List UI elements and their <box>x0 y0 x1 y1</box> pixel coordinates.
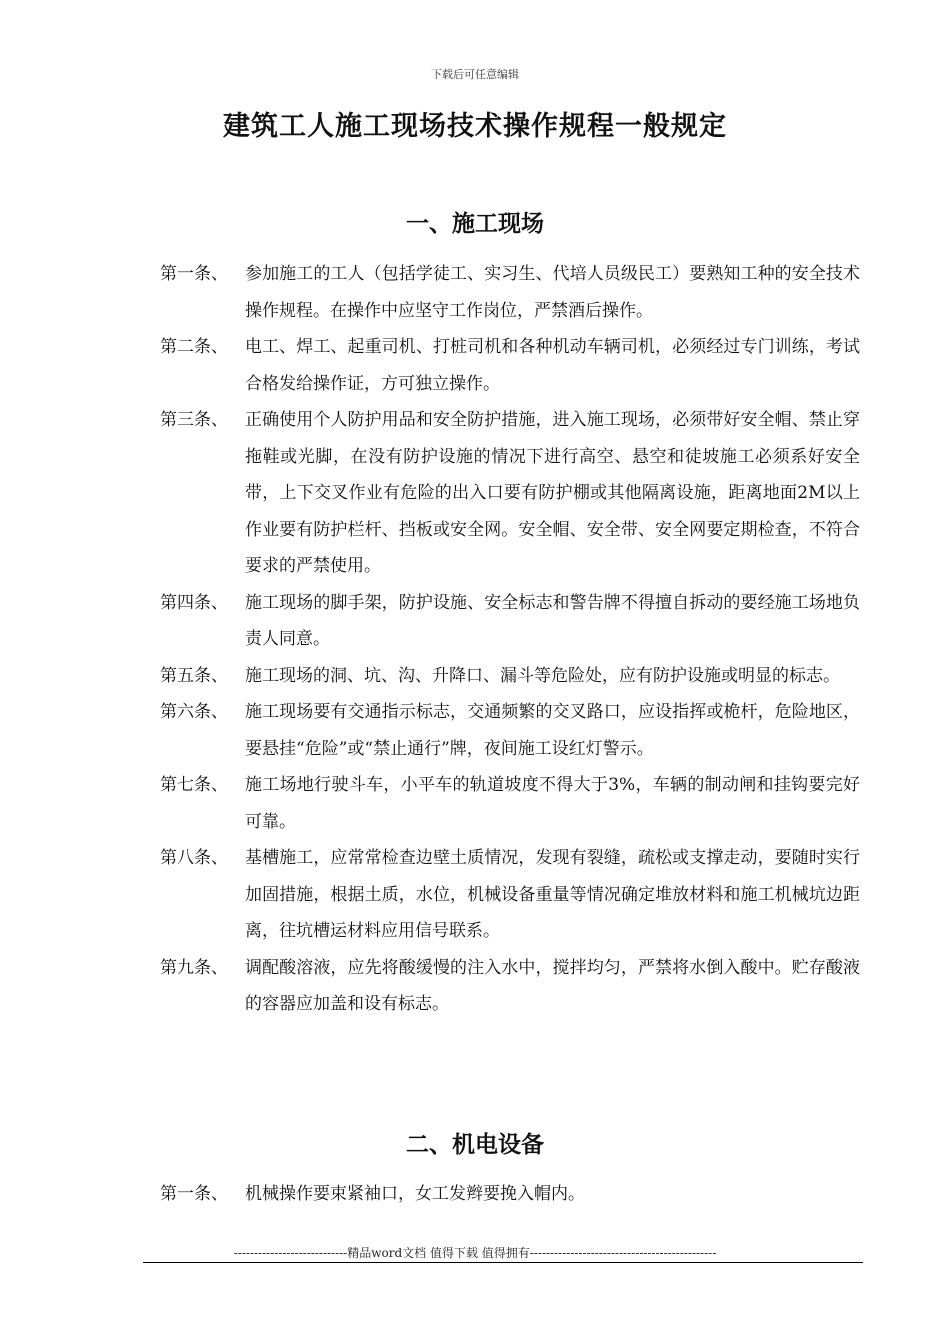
article-item <box>160 1176 860 1213</box>
article-text: 调配酸溶液，应先将酸缓慢的注入水中，搅拌均匀，严禁将水倒入酸中。贮存酸液的容器应加盖和设有标志。 <box>245 957 860 1014</box>
article-text: 施工场地行驶斗车，小平车的轨道坡度不得大于3%，车辆的制动闸和挂钩要完好可靠。 <box>245 775 860 832</box>
article-label: 第五条、 <box>160 665 228 686</box>
article-item <box>160 402 860 585</box>
article-text: 施工现场要有交通指示标志，交通频繁的交叉路口，应设指挥或桅杆，危险地区，要悬挂“危险”或“禁止通行”牌，夜间施工设红灯警示。 <box>245 702 860 759</box>
article-text: 基槽施工，应常常检查边壁土质情况，发现有裂缝，疏松或支撑走动，要随时实行加固措施，根据土质，水位，机械设备重量等情况确定堆放材料和施工机械坑边距离，往坑槽运材料应用信号联系。 <box>245 848 860 941</box>
article-label: 第一条、 <box>160 264 228 284</box>
article-item <box>160 329 860 402</box>
article-text: 电工、焊工、起重司机、打桩司机和各种机动车辆司机，必须经过专门训练，考试合格发给操作证，方可独立操作。 <box>245 337 860 394</box>
article-label: 第六条、 <box>160 702 228 722</box>
article-item <box>160 950 860 1023</box>
footer-text: ----------------------------精品word文档 值得下载 值得拥有---------------------------------------------- <box>233 1246 717 1260</box>
article-item <box>160 256 860 329</box>
article-label: 第三条、 <box>160 410 228 430</box>
article-label: 第八条、 <box>160 848 228 868</box>
article-list-construction-site <box>160 256 860 1023</box>
article-text: 机械操作要束紧袖口，女工发辫要挽入帽内。 <box>245 1184 585 1204</box>
section-heading-mechanical-electrical: 二、机电设备 <box>406 1131 544 1158</box>
article-item <box>160 658 860 695</box>
article-list-mechanical-electrical <box>160 1176 860 1213</box>
article-item <box>160 840 860 950</box>
article-item <box>160 585 860 658</box>
article-label: 第九条、 <box>160 957 228 978</box>
article-label: 第二条、 <box>160 337 228 357</box>
article-text: 正确使用个人防护用品和安全防护措施，进入施工现场，必须带好安全帽、禁止穿拖鞋或光脚，在没有防护设施的情况下进行高空、悬空和徒坡施工必须系好安全带，上下交叉作业有危险的出入口要有防护棚或其他隔离设施，距离地面2M以上作业要有防护栏杆、挡板或安全网。安全帽、安全带、安全网要定期检查，不符合要求的严禁使用。 <box>245 410 860 576</box>
article-text: 施工现场的洞、坑、沟、升降口、漏斗等危险处，应有防护设施或明显的标志。 <box>245 665 840 686</box>
article-text: 参加施工的工人（包括学徒工、实习生、代培人员级民工）要熟知工种的安全技术操作规程。在操作中应坚守工作岗位，严禁酒后操作。 <box>245 264 860 321</box>
section-heading-construction-site: 一、施工现场 <box>406 210 544 237</box>
footer-divider <box>143 1262 863 1263</box>
article-text: 施工现场的脚手架，防护设施、安全标志和警告牌不得擅自拆动的要经施工场地负责人同意。 <box>245 592 860 649</box>
article-label: 第一条、 <box>160 1184 228 1204</box>
article-item <box>160 767 860 840</box>
article-item <box>160 694 860 767</box>
article-label: 第七条、 <box>160 775 228 795</box>
document-title: 建筑工人施工现场技术操作规程一般规定 <box>223 111 727 142</box>
article-label: 第四条、 <box>160 592 228 613</box>
header-note: 下载后可任意编辑 <box>431 68 519 81</box>
